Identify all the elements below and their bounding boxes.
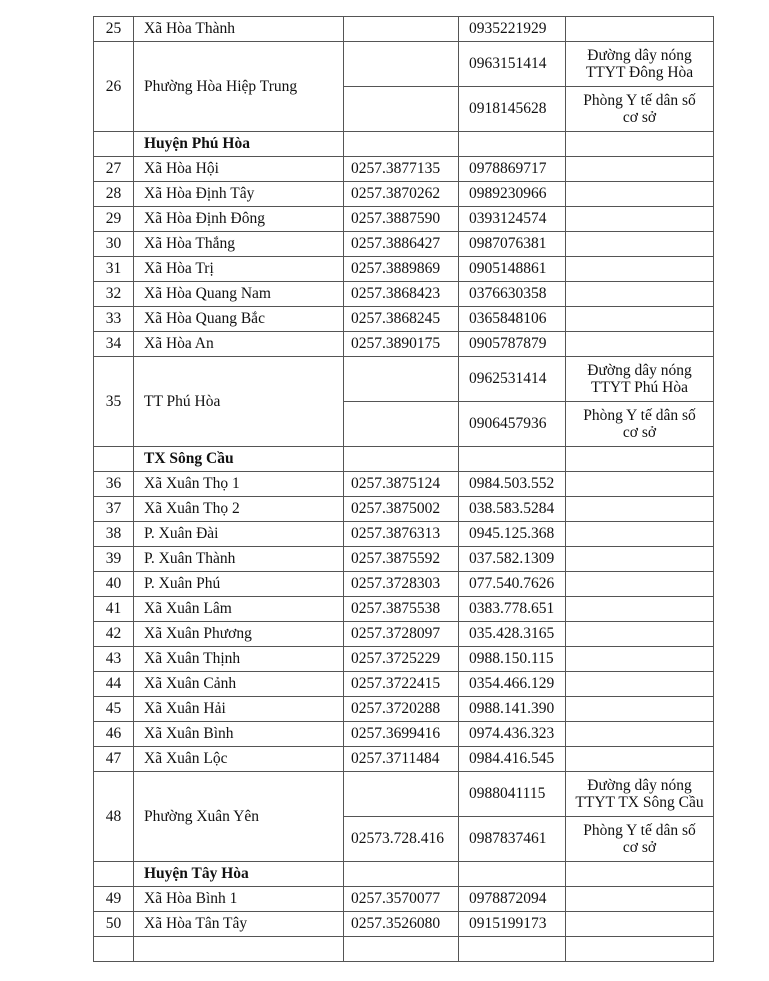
unit-name-cell: Xã Hòa Thắng xyxy=(134,232,344,257)
group-label: Huyện Tây Hòa xyxy=(134,862,344,887)
table-row xyxy=(94,672,714,697)
table-row xyxy=(94,912,714,937)
stt-cell xyxy=(94,937,134,962)
fixed-phone-cell: 02573.728.416 xyxy=(344,817,459,862)
unit-name-cell: Xã Hòa Trị xyxy=(134,257,344,282)
fixed-phone-cell xyxy=(344,937,459,962)
note-cell xyxy=(566,232,714,257)
stt-cell: 32 xyxy=(94,282,134,307)
note-cell xyxy=(566,547,714,572)
mobile-phone-cell: 035.428.3165 xyxy=(459,622,566,647)
stt-cell: 46 xyxy=(94,722,134,747)
note-cell xyxy=(566,17,714,42)
table-row xyxy=(94,937,714,962)
note-cell xyxy=(566,722,714,747)
stt-cell: 43 xyxy=(94,647,134,672)
note-cell xyxy=(566,447,714,472)
fixed-phone-cell xyxy=(344,17,459,42)
note-line: Đường dây nóng xyxy=(587,362,692,379)
table-row xyxy=(94,182,714,207)
fixed-phone-cell xyxy=(344,402,459,447)
note-cell xyxy=(566,887,714,912)
stt-cell: 38 xyxy=(94,522,134,547)
table-row xyxy=(94,572,714,597)
fixed-phone-cell: 0257.3725229 xyxy=(344,647,459,672)
unit-name-cell: Xã Xuân Bình xyxy=(134,722,344,747)
note-cell xyxy=(566,862,714,887)
note-cell xyxy=(566,472,714,497)
stt-cell: 39 xyxy=(94,547,134,572)
stt-cell: 41 xyxy=(94,597,134,622)
unit-name-cell: Xã Xuân Thọ 2 xyxy=(134,497,344,522)
stt-cell: 45 xyxy=(94,697,134,722)
table-row xyxy=(94,887,714,912)
unit-name-cell: P. Xuân Phú xyxy=(134,572,344,597)
mobile-phone-cell: 0963151414 xyxy=(459,42,566,87)
note-cell xyxy=(566,522,714,547)
fixed-phone-cell: 0257.3875124 xyxy=(344,472,459,497)
unit-name-cell: Xã Xuân Thịnh xyxy=(134,647,344,672)
stt-cell: 31 xyxy=(94,257,134,282)
mobile-phone-cell: 038.583.5284 xyxy=(459,497,566,522)
group-header-row xyxy=(94,447,714,472)
table-row xyxy=(94,522,714,547)
stt-cell: 33 xyxy=(94,307,134,332)
fixed-phone-cell xyxy=(344,42,459,87)
fixed-phone-cell: 0257.3868245 xyxy=(344,307,459,332)
mobile-phone-cell: 0354.466.129 xyxy=(459,672,566,697)
note-cell xyxy=(566,42,714,87)
stt-cell: 34 xyxy=(94,332,134,357)
table-row xyxy=(94,647,714,672)
fixed-phone-cell: 0257.3870262 xyxy=(344,182,459,207)
mobile-phone-cell: 0962531414 xyxy=(459,357,566,402)
unit-name-cell: Xã Xuân Lộc xyxy=(134,747,344,772)
note-cell xyxy=(566,937,714,962)
fixed-phone-cell: 0257.3889869 xyxy=(344,257,459,282)
note-cell xyxy=(566,497,714,522)
unit-name-cell: Phường Xuân Yên xyxy=(134,772,344,862)
fixed-phone-cell xyxy=(344,772,459,817)
fixed-phone-cell: 0257.3711484 xyxy=(344,747,459,772)
note-line: Phòng Y tế dân số xyxy=(583,407,696,424)
mobile-phone-cell: 0984.416.545 xyxy=(459,747,566,772)
contact-table-body xyxy=(94,17,714,962)
note-cell xyxy=(566,357,714,402)
table-row xyxy=(94,232,714,257)
note-line: cơ sở xyxy=(622,424,657,441)
unit-name-cell xyxy=(134,937,344,962)
table-row xyxy=(94,332,714,357)
fixed-phone-cell: 0257.3722415 xyxy=(344,672,459,697)
table-row xyxy=(94,207,714,232)
mobile-phone-cell: 0987837461 xyxy=(459,817,566,862)
mobile-phone-cell: 0393124574 xyxy=(459,207,566,232)
note-line: TTYT TX Sông Cầu xyxy=(575,794,704,811)
unit-name-cell: Xã Hòa Quang Bắc xyxy=(134,307,344,332)
note-cell xyxy=(566,772,714,817)
table-row xyxy=(94,282,714,307)
table-row xyxy=(94,257,714,282)
mobile-phone-cell: 0988041115 xyxy=(459,772,566,817)
mobile-phone-cell: 0974.436.323 xyxy=(459,722,566,747)
note-cell xyxy=(566,572,714,597)
note-cell xyxy=(566,282,714,307)
note-line: cơ sở xyxy=(622,839,657,856)
mobile-phone-cell xyxy=(459,447,566,472)
note-line: Đường dây nóng xyxy=(587,47,692,64)
stt-cell: 28 xyxy=(94,182,134,207)
note-line: Đường dây nóng xyxy=(587,777,692,794)
stt-cell: 27 xyxy=(94,157,134,182)
unit-name-cell: Xã Hòa Định Tây xyxy=(134,182,344,207)
table-row xyxy=(94,622,714,647)
table-row xyxy=(94,747,714,772)
unit-name-cell: Xã Xuân Cảnh xyxy=(134,672,344,697)
note-cell xyxy=(566,622,714,647)
fixed-phone-cell: 0257.3875592 xyxy=(344,547,459,572)
fixed-phone-cell xyxy=(344,132,459,157)
unit-name-cell: Xã Hòa Bình 1 xyxy=(134,887,344,912)
fixed-phone-cell: 0257.3887590 xyxy=(344,207,459,232)
mobile-phone-cell: 0989230966 xyxy=(459,182,566,207)
group-header-row xyxy=(94,862,714,887)
stt-cell: 37 xyxy=(94,497,134,522)
contact-table xyxy=(93,16,714,962)
fixed-phone-cell: 0257.3877135 xyxy=(344,157,459,182)
group-label: TX Sông Cầu xyxy=(134,447,344,472)
note-cell xyxy=(566,157,714,182)
table-row xyxy=(94,497,714,522)
unit-name-cell: Phường Hòa Hiệp Trung xyxy=(134,42,344,132)
group-header-row xyxy=(94,132,714,157)
stt-cell: 36 xyxy=(94,472,134,497)
table-row xyxy=(94,772,714,817)
unit-name-cell: Xã Xuân Thọ 1 xyxy=(134,472,344,497)
stt-cell: 26 xyxy=(94,42,134,132)
note-cell xyxy=(566,672,714,697)
unit-name-cell: Xã Hòa Thành xyxy=(134,17,344,42)
stt-cell: 44 xyxy=(94,672,134,697)
mobile-phone-cell: 0984.503.552 xyxy=(459,472,566,497)
fixed-phone-cell: 0257.3720288 xyxy=(344,697,459,722)
note-cell xyxy=(566,817,714,862)
mobile-phone-cell: 0945.125.368 xyxy=(459,522,566,547)
note-cell xyxy=(566,912,714,937)
stt-cell: 49 xyxy=(94,887,134,912)
mobile-phone-cell: 0988.150.115 xyxy=(459,647,566,672)
note-cell xyxy=(566,402,714,447)
mobile-phone-cell: 0978872094 xyxy=(459,887,566,912)
mobile-phone-cell: 0918145628 xyxy=(459,87,566,132)
fixed-phone-cell xyxy=(344,357,459,402)
fixed-phone-cell xyxy=(344,447,459,472)
mobile-phone-cell: 0905787879 xyxy=(459,332,566,357)
table-row xyxy=(94,722,714,747)
mobile-phone-cell: 077.540.7626 xyxy=(459,572,566,597)
mobile-phone-cell xyxy=(459,862,566,887)
unit-name-cell: Xã Hòa Tân Tây xyxy=(134,912,344,937)
mobile-phone-cell: 0988.141.390 xyxy=(459,697,566,722)
fixed-phone-cell: 0257.3890175 xyxy=(344,332,459,357)
unit-name-cell: Xã Hòa Định Đông xyxy=(134,207,344,232)
table-row xyxy=(94,357,714,402)
mobile-phone-cell xyxy=(459,937,566,962)
table-row xyxy=(94,307,714,332)
note-cell xyxy=(566,182,714,207)
mobile-phone-cell: 0376630358 xyxy=(459,282,566,307)
stt-cell xyxy=(94,862,134,887)
fixed-phone-cell xyxy=(344,87,459,132)
fixed-phone-cell: 0257.3570077 xyxy=(344,887,459,912)
unit-name-cell: Xã Xuân Lâm xyxy=(134,597,344,622)
table-row xyxy=(94,17,714,42)
stt-cell xyxy=(94,132,134,157)
unit-name-cell: TT Phú Hòa xyxy=(134,357,344,447)
fixed-phone-cell: 0257.3728303 xyxy=(344,572,459,597)
note-cell xyxy=(566,257,714,282)
fixed-phone-cell: 0257.3868423 xyxy=(344,282,459,307)
note-cell xyxy=(566,697,714,722)
fixed-phone-cell: 0257.3699416 xyxy=(344,722,459,747)
stt-cell: 25 xyxy=(94,17,134,42)
fixed-phone-cell: 0257.3876313 xyxy=(344,522,459,547)
unit-name-cell: P. Xuân Đài xyxy=(134,522,344,547)
note-cell xyxy=(566,307,714,332)
unit-name-cell: P. Xuân Thành xyxy=(134,547,344,572)
mobile-phone-cell: 0935221929 xyxy=(459,17,566,42)
note-line: TTYT Đông Hòa xyxy=(585,64,694,81)
stt-cell: 40 xyxy=(94,572,134,597)
fixed-phone-cell: 0257.3875002 xyxy=(344,497,459,522)
fixed-phone-cell: 0257.3875538 xyxy=(344,597,459,622)
note-cell xyxy=(566,132,714,157)
mobile-phone-cell: 0978869717 xyxy=(459,157,566,182)
group-label: Huyện Phú Hòa xyxy=(134,132,344,157)
mobile-phone-cell: 037.582.1309 xyxy=(459,547,566,572)
note-cell xyxy=(566,87,714,132)
fixed-phone-cell: 0257.3526080 xyxy=(344,912,459,937)
note-cell xyxy=(566,332,714,357)
mobile-phone-cell: 0365848106 xyxy=(459,307,566,332)
unit-name-cell: Xã Xuân Hải xyxy=(134,697,344,722)
stt-cell: 47 xyxy=(94,747,134,772)
stt-cell: 30 xyxy=(94,232,134,257)
note-cell xyxy=(566,597,714,622)
table-row xyxy=(94,157,714,182)
stt-cell xyxy=(94,447,134,472)
table-row xyxy=(94,42,714,87)
table-row xyxy=(94,697,714,722)
mobile-phone-cell: 0383.778.651 xyxy=(459,597,566,622)
mobile-phone-cell: 0905148861 xyxy=(459,257,566,282)
stt-cell: 35 xyxy=(94,357,134,447)
table-row xyxy=(94,472,714,497)
fixed-phone-cell: 0257.3728097 xyxy=(344,622,459,647)
stt-cell: 29 xyxy=(94,207,134,232)
unit-name-cell: Xã Hòa Hội xyxy=(134,157,344,182)
note-line: TTYT Phú Hòa xyxy=(590,379,688,396)
table-row xyxy=(94,547,714,572)
note-cell xyxy=(566,207,714,232)
stt-cell: 50 xyxy=(94,912,134,937)
note-line: Phòng Y tế dân số xyxy=(583,92,696,109)
note-cell xyxy=(566,647,714,672)
table-row xyxy=(94,597,714,622)
fixed-phone-cell: 0257.3886427 xyxy=(344,232,459,257)
fixed-phone-cell xyxy=(344,862,459,887)
mobile-phone-cell xyxy=(459,132,566,157)
mobile-phone-cell: 0987076381 xyxy=(459,232,566,257)
unit-name-cell: Xã Hòa An xyxy=(134,332,344,357)
mobile-phone-cell: 0906457936 xyxy=(459,402,566,447)
mobile-phone-cell: 0915199173 xyxy=(459,912,566,937)
note-line: Phòng Y tế dân số xyxy=(583,822,696,839)
stt-cell: 48 xyxy=(94,772,134,862)
note-line: cơ sở xyxy=(622,109,657,126)
stt-cell: 42 xyxy=(94,622,134,647)
note-cell xyxy=(566,747,714,772)
unit-name-cell: Xã Xuân Phương xyxy=(134,622,344,647)
unit-name-cell: Xã Hòa Quang Nam xyxy=(134,282,344,307)
